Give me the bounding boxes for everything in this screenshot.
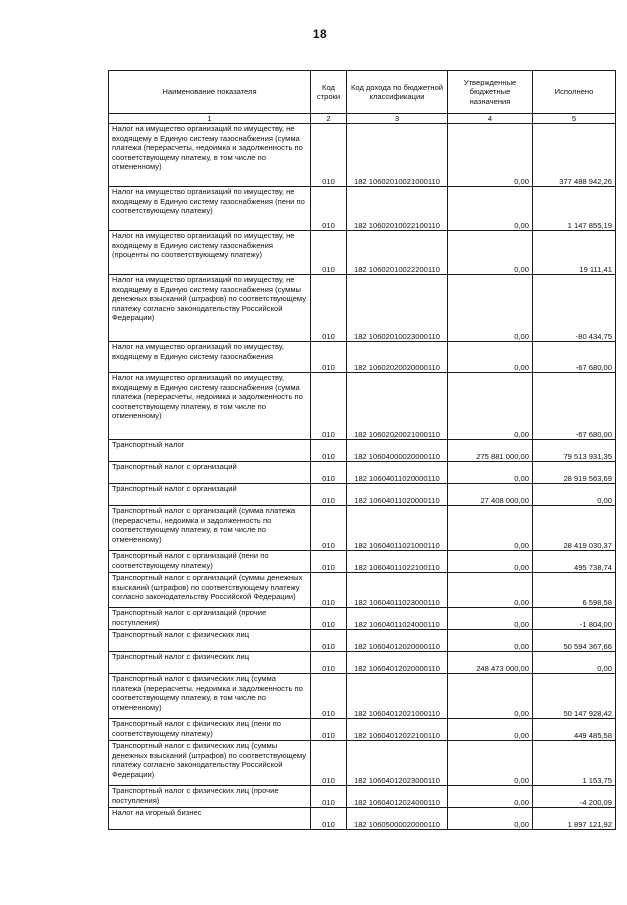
- row-executed-amount: -67 680,00: [533, 342, 616, 373]
- row-income-code: 182 10604011020000110: [347, 484, 448, 506]
- row-indicator-name: Транспортный налог с физических лиц (суммы денежных взысканий (штрафов) по соответствующему платежу согласно законодательству Российской Федерации): [109, 741, 311, 786]
- row-approved-amount: 0,00: [448, 187, 533, 231]
- row-executed-amount: 19 111,41: [533, 231, 616, 275]
- column-number: 1: [109, 114, 311, 124]
- table-row: [109, 630, 616, 652]
- table-row: [109, 231, 616, 275]
- row-line-code: 010: [311, 630, 347, 652]
- row-executed-amount: 79 513 931,35: [533, 440, 616, 462]
- table-row: [109, 275, 616, 342]
- row-approved-amount: 0,00: [448, 231, 533, 275]
- row-executed-amount: -4 200,09: [533, 786, 616, 808]
- column-number: 5: [533, 114, 616, 124]
- row-approved-amount: 0,00: [448, 573, 533, 608]
- column-number: 4: [448, 114, 533, 124]
- header-indicator-name: Наименование показателя: [109, 71, 311, 114]
- table-row: [109, 187, 616, 231]
- row-indicator-name: Транспортный налог с организаций (пени по соответствующему платежу): [109, 551, 311, 573]
- row-approved-amount: 0,00: [448, 373, 533, 440]
- row-income-code: 182 10602020021000110: [347, 373, 448, 440]
- row-approved-amount: 0,00: [448, 808, 533, 830]
- row-approved-amount: 0,00: [448, 608, 533, 630]
- row-approved-amount: 0,00: [448, 551, 533, 573]
- row-income-code: 182 10604012024000110: [347, 786, 448, 808]
- row-approved-amount: 0,00: [448, 741, 533, 786]
- row-executed-amount: 1 897 121,92: [533, 808, 616, 830]
- row-line-code: 010: [311, 124, 347, 187]
- row-indicator-name: Налог на имущество организаций по имуществу, не входящему в Единую систему газоснабжения (проценты по соответствующему платежу): [109, 231, 311, 275]
- row-line-code: 010: [311, 231, 347, 275]
- row-income-code: 182 10602010022100110: [347, 187, 448, 231]
- row-income-code: 182 10604000020000110: [347, 440, 448, 462]
- row-line-code: 010: [311, 608, 347, 630]
- row-indicator-name: Налог на имущество организаций по имуществу, входящему в Единую систему газоснабжения: [109, 342, 311, 373]
- row-line-code: 010: [311, 741, 347, 786]
- row-executed-amount: 6 598,58: [533, 573, 616, 608]
- table-row: [109, 342, 616, 373]
- row-approved-amount: 0,00: [448, 506, 533, 551]
- row-line-code: 010: [311, 506, 347, 551]
- row-income-code: 182 10604011024000110: [347, 608, 448, 630]
- row-approved-amount: 248 473 000,00: [448, 652, 533, 674]
- column-number: 2: [311, 114, 347, 124]
- row-indicator-name: Транспортный налог с физических лиц (прочие поступления): [109, 786, 311, 808]
- row-line-code: 010: [311, 484, 347, 506]
- table-row: [109, 551, 616, 573]
- row-income-code: 182 10604011023000110: [347, 573, 448, 608]
- column-number-row: [109, 114, 616, 124]
- row-executed-amount: 50 147 928,42: [533, 674, 616, 719]
- row-approved-amount: 275 881 000,00: [448, 440, 533, 462]
- row-indicator-name: Транспортный налог с физических лиц: [109, 630, 311, 652]
- table-row: [109, 719, 616, 741]
- row-executed-amount: 50 594 367,66: [533, 630, 616, 652]
- row-executed-amount: 1 147 855,19: [533, 187, 616, 231]
- table-header-row: [109, 71, 616, 114]
- row-approved-amount: 0,00: [448, 630, 533, 652]
- row-executed-amount: 0,00: [533, 652, 616, 674]
- row-indicator-name: Транспортный налог с организаций (суммы денежных взысканий (штрафов) по соответствующему платежу согласно законодательству Российской Федерации): [109, 573, 311, 608]
- row-line-code: 010: [311, 719, 347, 741]
- row-line-code: 010: [311, 573, 347, 608]
- table-row: [109, 808, 616, 830]
- column-number: 3: [347, 114, 448, 124]
- row-executed-amount: -67 680,00: [533, 373, 616, 440]
- table-row: [109, 786, 616, 808]
- table-row: [109, 652, 616, 674]
- table-row: [109, 124, 616, 187]
- row-line-code: 010: [311, 674, 347, 719]
- row-executed-amount: 377 488 942,26: [533, 124, 616, 187]
- row-income-code: 182 10602010022200110: [347, 231, 448, 275]
- row-approved-amount: 27 408 000,00: [448, 484, 533, 506]
- row-line-code: 010: [311, 373, 347, 440]
- row-executed-amount: 28 919 563,69: [533, 462, 616, 484]
- header-line-code: Код строки: [311, 71, 347, 114]
- row-indicator-name: Транспортный налог с физических лиц: [109, 652, 311, 674]
- row-indicator-name: Налог на имущество организаций по имуществу, не входящему в Единую систему газоснабжения (пени по соответствующему платежу): [109, 187, 311, 231]
- row-executed-amount: 1 153,75: [533, 741, 616, 786]
- table-row: [109, 484, 616, 506]
- row-line-code: 010: [311, 275, 347, 342]
- table-row: [109, 440, 616, 462]
- row-indicator-name: Налог на имущество организаций по имуществу, не входящему в Единую систему газоснабжения (суммы денежных взысканий (штрафов) по соответствующему платежу согласно законодательству Российской Федерации): [109, 275, 311, 342]
- row-indicator-name: Транспортный налог с физических лиц (пени по соответствующему платежу): [109, 719, 311, 741]
- row-line-code: 010: [311, 551, 347, 573]
- row-indicator-name: Транспортный налог: [109, 440, 311, 462]
- row-indicator-name: Налог на имущество организаций по имуществу, не входящему в Единую систему газоснабжения (сумма платежа (перерасчеты, недоимка и задолженность по соответствующему платежу, в том числе по отмененному): [109, 124, 311, 187]
- page-number: 18: [312, 27, 328, 41]
- row-indicator-name: Налог на игорный бизнес: [109, 808, 311, 830]
- row-approved-amount: 0,00: [448, 674, 533, 719]
- row-executed-amount: 0,00: [533, 484, 616, 506]
- table-row: [109, 573, 616, 608]
- table-row: [109, 741, 616, 786]
- row-income-code: 182 10604012020000110: [347, 652, 448, 674]
- row-income-code: 182 10602020020000110: [347, 342, 448, 373]
- row-income-code: 182 10602010021000110: [347, 124, 448, 187]
- row-executed-amount: 495 738,74: [533, 551, 616, 573]
- row-executed-amount: 28 419 030,37: [533, 506, 616, 551]
- table-row: [109, 506, 616, 551]
- row-income-code: 182 10604012021000110: [347, 674, 448, 719]
- row-line-code: 010: [311, 462, 347, 484]
- row-approved-amount: 0,00: [448, 342, 533, 373]
- row-line-code: 010: [311, 808, 347, 830]
- row-indicator-name: Налог на имущество организаций по имуществу, входящему в Единую систему газоснабжения (сумма платежа (перерасчеты, недоимка и задолженность по соответствующему платежу, в том числе по отмененному): [109, 373, 311, 440]
- header-income-code: Код дохода по бюджетной классификации: [347, 71, 448, 114]
- row-line-code: 010: [311, 440, 347, 462]
- row-income-code: 182 10605000020000110: [347, 808, 448, 830]
- header-executed: Исполнено: [533, 71, 616, 114]
- row-indicator-name: Транспортный налог с физических лиц (сумма платежа (перерасчеты, недоимка и задолженность по соответствующему платежу, в том числе по отмененному): [109, 674, 311, 719]
- row-income-code: 182 10604012023000110: [347, 741, 448, 786]
- row-executed-amount: -1 804,00: [533, 608, 616, 630]
- row-income-code: 182 10604011020000110: [347, 462, 448, 484]
- row-approved-amount: 0,00: [448, 275, 533, 342]
- row-line-code: 010: [311, 342, 347, 373]
- revenue-table: [108, 70, 616, 830]
- row-indicator-name: Транспортный налог с организаций (сумма платежа (перерасчеты, недоимка и задолженность по соответствующему платежу, в том числе по отмененному): [109, 506, 311, 551]
- row-approved-amount: 0,00: [448, 124, 533, 187]
- row-approved-amount: 0,00: [448, 719, 533, 741]
- row-executed-amount: 449 485,58: [533, 719, 616, 741]
- row-income-code: 182 10604012020000110: [347, 630, 448, 652]
- row-income-code: 182 10604011021000110: [347, 506, 448, 551]
- row-approved-amount: 0,00: [448, 786, 533, 808]
- row-indicator-name: Транспортный налог с организаций: [109, 462, 311, 484]
- row-line-code: 010: [311, 187, 347, 231]
- table-row: [109, 462, 616, 484]
- row-indicator-name: Транспортный налог с организаций (прочие поступления): [109, 608, 311, 630]
- row-line-code: 010: [311, 786, 347, 808]
- row-approved-amount: 0,00: [448, 462, 533, 484]
- row-income-code: 182 10604012022100110: [347, 719, 448, 741]
- row-line-code: 010: [311, 652, 347, 674]
- row-indicator-name: Транспортный налог с организаций: [109, 484, 311, 506]
- table-row: [109, 373, 616, 440]
- row-income-code: 182 10604011022100110: [347, 551, 448, 573]
- row-executed-amount: -80 434,75: [533, 275, 616, 342]
- row-income-code: 182 10602010023000110: [347, 275, 448, 342]
- table-row: [109, 608, 616, 630]
- table-row: [109, 674, 616, 719]
- header-approved: Утвержденные бюджетные назначения: [448, 71, 533, 114]
